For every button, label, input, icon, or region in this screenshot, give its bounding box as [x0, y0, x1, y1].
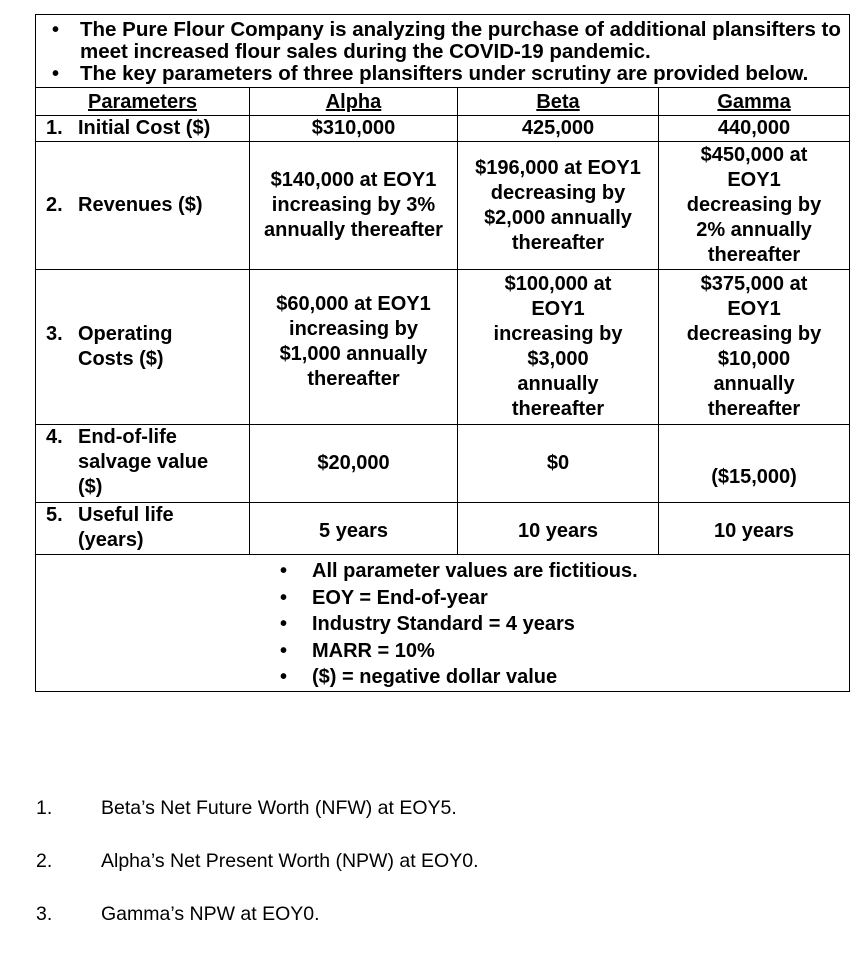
param-label: Revenues ($) — [78, 194, 203, 216]
param-initial-cost — [36, 116, 250, 142]
note-item: • MARR = 10% — [276, 638, 849, 665]
param-salvage-value — [36, 425, 250, 503]
notes-list — [36, 558, 849, 691]
question-number: 3. — [36, 903, 53, 925]
param-number: 3. — [46, 323, 63, 345]
param-number: 4. — [46, 426, 63, 448]
header-alpha: Alpha — [250, 88, 458, 116]
param-revenues — [36, 142, 250, 270]
param-number: 2. — [46, 194, 63, 216]
gamma-revenues: $450,000 at EOY1 decreasing by 2% annually thereafter — [659, 142, 850, 270]
alpha-useful-life: 5 years — [250, 503, 458, 555]
beta-revenues: $196,000 at EOY1 decreasing by $2,000 annually thereafter — [458, 142, 659, 270]
gamma-salvage-value: ($15,000) — [659, 425, 850, 503]
gamma-useful-life: 10 years — [659, 503, 850, 555]
param-label: End-of-life salvage value ($) — [78, 426, 209, 498]
beta-operating-costs: $100,000 at EOY1 increasing by $3,000 annually thereafter — [458, 270, 659, 425]
notes-row — [36, 555, 850, 692]
intro-cell — [36, 15, 850, 88]
param-label: Useful life (years) — [78, 504, 174, 551]
note-item: • Industry Standard = 4 years — [276, 611, 849, 638]
alpha-initial-cost: $310,000 — [250, 116, 458, 142]
question-number: 1. — [36, 797, 53, 819]
question-text: Alpha’s Net Present Worth (NPW) at EOY0. — [101, 850, 479, 872]
intro-row — [36, 15, 850, 88]
note-item: • ($) = negative dollar value — [276, 664, 849, 691]
intro-bullet: • The key parameters of three plansifters under scrutiny are provided below. — [44, 63, 843, 85]
table-row — [36, 270, 850, 425]
notes-cell — [36, 555, 850, 692]
param-useful-life — [36, 503, 250, 555]
gamma-operating-costs: $375,000 at EOY1 decreasing by $10,000 annually thereafter — [659, 270, 850, 425]
param-label: Initial Cost ($) — [78, 117, 211, 139]
question-number: 2. — [36, 850, 53, 872]
intro-bullet: • The Pure Flour Company is analyzing the purchase of additional plansifters to meet increased flour sales during the COVID-19 pandemic. — [44, 19, 843, 63]
alpha-revenues: $140,000 at EOY1 increasing by 3% annually thereafter — [250, 142, 458, 270]
beta-useful-life: 10 years — [458, 503, 659, 555]
param-operating-costs — [36, 270, 250, 425]
table-row — [36, 425, 850, 503]
note-item: • EOY = End-of-year — [276, 585, 849, 612]
beta-initial-cost: 425,000 — [458, 116, 659, 142]
param-number: 1. — [46, 117, 63, 139]
note-item: • All parameter values are fictitious. — [276, 558, 849, 585]
header-gamma: Gamma — [659, 88, 850, 116]
table-row — [36, 503, 850, 555]
header-beta: Beta — [458, 88, 659, 116]
header-row — [36, 88, 850, 116]
gamma-initial-cost: 440,000 — [659, 116, 850, 142]
parameters-table — [35, 14, 850, 692]
intro-list — [44, 19, 843, 85]
table-row — [36, 142, 850, 270]
param-number: 5. — [46, 504, 63, 526]
param-label: Operating Costs ($) — [78, 323, 173, 370]
table-row — [36, 116, 850, 142]
question-text: Beta’s Net Future Worth (NFW) at EOY5. — [101, 797, 457, 819]
header-parameters: Parameters — [36, 88, 250, 116]
alpha-operating-costs: $60,000 at EOY1 increasing by $1,000 annually thereafter — [250, 270, 458, 425]
question-text: Gamma’s NPW at EOY0. — [101, 903, 320, 925]
alpha-salvage-value: $20,000 — [250, 425, 458, 503]
beta-salvage-value: $0 — [458, 425, 659, 503]
